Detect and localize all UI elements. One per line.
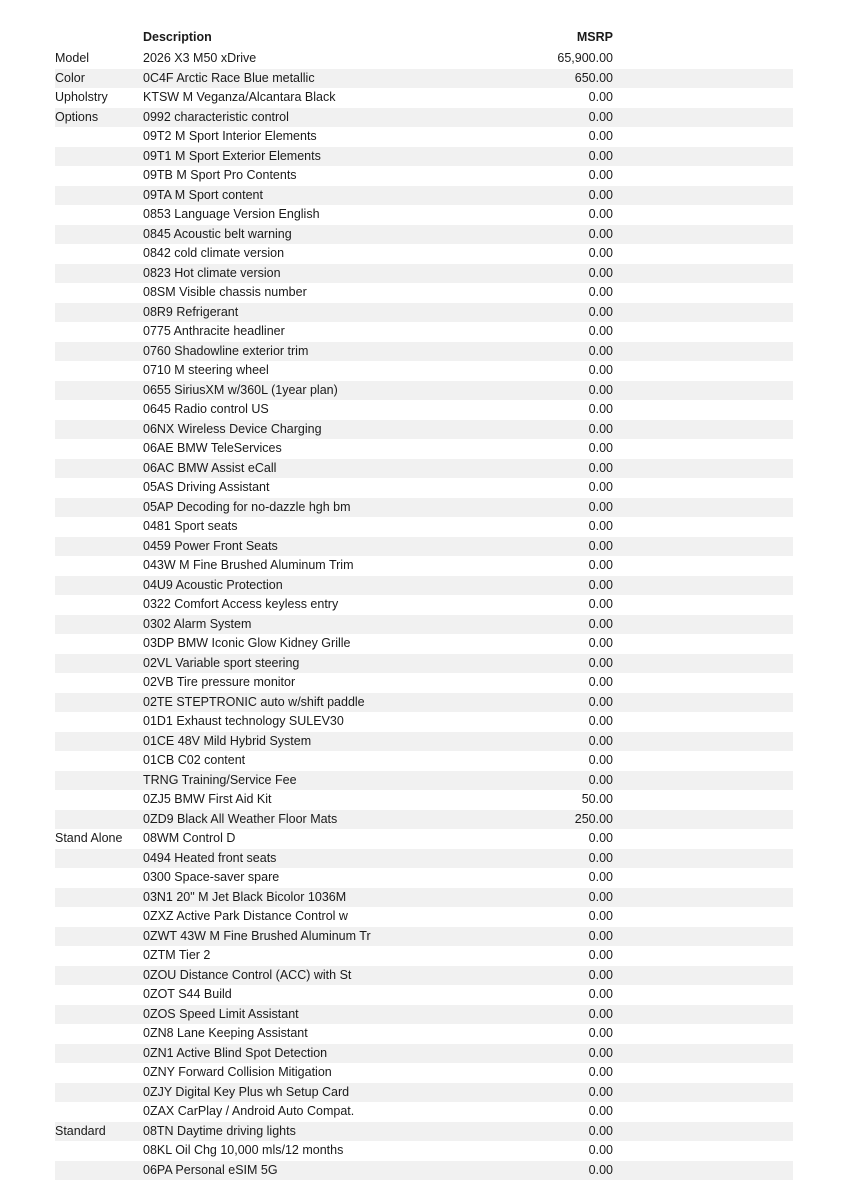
row-description: 0655 SiriusXM w/360L (1year plan) (143, 381, 473, 401)
row-group-label (55, 888, 143, 908)
row-pad (613, 244, 793, 264)
row-description: 0ZOS Speed Limit Assistant (143, 1005, 473, 1025)
row-description: 09TB M Sport Pro Contents (143, 168, 297, 182)
row-description: 0775 Anthracite headliner (143, 324, 285, 338)
row-description: 0494 Heated front seats (143, 849, 473, 869)
table-row (55, 829, 793, 849)
row-description: 02TE STEPTRONIC auto w/shift paddle (143, 693, 473, 713)
row-pad (613, 615, 793, 635)
row-group-label (55, 868, 143, 888)
row-pad (613, 303, 793, 323)
table-row (55, 595, 793, 615)
row-group-label (55, 1044, 143, 1064)
row-msrp: 0.00 (473, 771, 613, 791)
row-msrp: 0.00 (588, 441, 613, 455)
row-msrp: 0.00 (473, 654, 613, 674)
row-group-label (55, 1141, 143, 1161)
table-row (55, 946, 793, 966)
table-row (55, 400, 793, 420)
table-row (55, 985, 793, 1005)
row-description: 043W M Fine Brushed Aluminum Trim (143, 558, 354, 572)
table-row (55, 147, 793, 167)
row-group-label (55, 712, 143, 732)
table-row (55, 342, 793, 362)
table-row (55, 439, 793, 459)
table-row (55, 1044, 793, 1064)
row-pad (613, 88, 793, 108)
row-group-label (55, 283, 143, 303)
vehicle-spec-table (55, 28, 793, 1180)
column-header-msrp: MSRP (576, 30, 613, 44)
row-msrp: 0.00 (588, 909, 613, 923)
row-pad (613, 69, 793, 89)
row-pad (613, 654, 793, 674)
row-msrp: 0.00 (473, 966, 613, 986)
row-pad (613, 1005, 793, 1025)
row-msrp: 0.00 (588, 870, 613, 884)
row-pad (613, 790, 793, 810)
row-description: 0845 Acoustic belt warning (143, 225, 473, 245)
row-group-label (55, 985, 143, 1005)
column-header-group (55, 28, 143, 49)
row-msrp: 0.00 (473, 927, 613, 947)
row-group-label: Model (55, 51, 90, 65)
row-pad (613, 556, 793, 576)
row-group-label (55, 1161, 143, 1181)
table-row (55, 264, 793, 284)
row-msrp: 0.00 (588, 324, 613, 338)
row-group-label (55, 732, 143, 752)
row-pad (613, 1063, 793, 1083)
row-group-label (55, 537, 143, 557)
row-description: 0300 Space-saver spare (143, 870, 280, 884)
row-msrp: 0.00 (473, 615, 613, 635)
table-row (55, 810, 793, 830)
row-msrp: 0.00 (473, 108, 613, 128)
row-msrp: 0.00 (473, 186, 613, 206)
row-msrp: 0.00 (588, 714, 613, 728)
row-group-label (55, 615, 143, 635)
row-description: 2026 X3 M50 xDrive (143, 51, 257, 65)
row-msrp: 0.00 (588, 831, 613, 845)
row-description: 06NX Wireless Device Charging (143, 420, 473, 440)
table-row (55, 771, 793, 791)
row-group-label (55, 673, 143, 693)
row-description: 0823 Hot climate version (143, 264, 473, 284)
table-row (55, 1005, 793, 1025)
row-msrp: 0.00 (588, 948, 613, 962)
table-row (55, 615, 793, 635)
row-msrp: 0.00 (588, 1104, 613, 1118)
row-description: 02VB Tire pressure monitor (143, 675, 296, 689)
row-description: 0ZJY Digital Key Plus wh Setup Card (143, 1083, 473, 1103)
table-row (55, 166, 793, 186)
row-group-label (55, 556, 143, 576)
column-header-pad (613, 28, 793, 49)
row-group-label (55, 576, 143, 596)
row-pad (613, 49, 793, 69)
row-group-label (55, 342, 143, 362)
row-pad (613, 166, 793, 186)
row-description: 0760 Shadowline exterior trim (143, 342, 473, 362)
row-description: 05AP Decoding for no-dazzle hgh bm (143, 498, 473, 518)
row-group-label (55, 459, 143, 479)
row-description: 0ZOT S44 Build (143, 987, 232, 1001)
row-description: TRNG Training/Service Fee (143, 771, 473, 791)
row-description: 06AE BMW TeleServices (143, 441, 282, 455)
row-description: 08KL Oil Chg 10,000 mls/12 months (143, 1143, 344, 1157)
table-row (55, 732, 793, 752)
row-description: 06AC BMW Assist eCall (143, 459, 473, 479)
row-msrp: 0.00 (473, 888, 613, 908)
row-description: KTSW M Veganza/Alcantara Black (143, 90, 336, 104)
row-msrp: 0.00 (473, 1161, 613, 1181)
row-pad (613, 1083, 793, 1103)
row-group-label (55, 517, 143, 537)
row-group-label (55, 361, 143, 381)
row-group-label (55, 303, 143, 323)
table-row (55, 420, 793, 440)
table-header-row (55, 28, 793, 49)
row-pad (613, 127, 793, 147)
column-header-description: Description (143, 30, 212, 44)
row-group-label (55, 439, 143, 459)
row-pad (613, 1122, 793, 1142)
row-pad (613, 576, 793, 596)
row-description: 09T2 M Sport Interior Elements (143, 129, 317, 143)
table-row (55, 478, 793, 498)
row-msrp: 0.00 (473, 849, 613, 869)
table-row (55, 751, 793, 771)
row-group-label (55, 907, 143, 927)
row-msrp: 0.00 (588, 402, 613, 416)
row-pad (613, 634, 793, 654)
row-pad (613, 985, 793, 1005)
row-msrp: 50.00 (581, 792, 613, 806)
row-group-label (55, 400, 143, 420)
table-row (55, 381, 793, 401)
row-pad (613, 693, 793, 713)
row-msrp: 0.00 (473, 1083, 613, 1103)
row-description: 0ZN8 Lane Keeping Assistant (143, 1026, 308, 1040)
row-msrp: 0.00 (473, 576, 613, 596)
table-row (55, 459, 793, 479)
row-pad (613, 537, 793, 557)
row-msrp: 0.00 (473, 1005, 613, 1025)
row-pad (613, 946, 793, 966)
table-row (55, 108, 793, 128)
row-group-label (55, 946, 143, 966)
row-description: 0459 Power Front Seats (143, 537, 473, 557)
row-group-label (55, 420, 143, 440)
row-description: 0ZOU Distance Control (ACC) with St (143, 966, 473, 986)
row-group-label (55, 595, 143, 615)
table-row (55, 244, 793, 264)
row-pad (613, 420, 793, 440)
row-group-label (55, 1005, 143, 1025)
table-row (55, 205, 793, 225)
table-row (55, 576, 793, 596)
table-row (55, 693, 793, 713)
row-group-label (55, 751, 143, 771)
row-pad (613, 927, 793, 947)
row-pad (613, 147, 793, 167)
row-pad (613, 264, 793, 284)
row-group-label (55, 654, 143, 674)
row-group-label (55, 244, 143, 264)
table-row (55, 49, 793, 69)
row-pad (613, 283, 793, 303)
row-msrp: 0.00 (588, 90, 613, 104)
row-msrp: 0.00 (473, 1044, 613, 1064)
row-group-label: Options (55, 108, 143, 128)
row-pad (613, 361, 793, 381)
row-pad (613, 439, 793, 459)
row-pad (613, 1044, 793, 1064)
table-row (55, 634, 793, 654)
row-pad (613, 849, 793, 869)
table-row (55, 1083, 793, 1103)
row-msrp: 0.00 (473, 342, 613, 362)
table-row (55, 1161, 793, 1181)
table-row (55, 361, 793, 381)
row-group-label (55, 966, 143, 986)
row-msrp: 0.00 (588, 987, 613, 1001)
row-description: 0ZNY Forward Collision Mitigation (143, 1065, 332, 1079)
table-row (55, 673, 793, 693)
row-msrp: 0.00 (473, 693, 613, 713)
row-msrp: 0.00 (588, 480, 613, 494)
row-msrp: 0.00 (473, 264, 613, 284)
row-pad (613, 459, 793, 479)
row-msrp: 0.00 (473, 732, 613, 752)
row-description: 0645 Radio control US (143, 402, 269, 416)
row-description: 08SM Visible chassis number (143, 285, 307, 299)
row-description: 08R9 Refrigerant (143, 303, 473, 323)
row-pad (613, 225, 793, 245)
row-description: 0ZTM Tier 2 (143, 948, 211, 962)
row-group-label (55, 186, 143, 206)
row-msrp: 0.00 (588, 675, 613, 689)
row-msrp: 0.00 (473, 498, 613, 518)
table-row (55, 1102, 793, 1122)
row-msrp: 0.00 (588, 636, 613, 650)
table-row (55, 849, 793, 869)
row-group-label: Stand Alone (55, 831, 123, 845)
table-row (55, 868, 793, 888)
row-msrp: 0.00 (588, 558, 613, 572)
row-pad (613, 108, 793, 128)
row-description: 01D1 Exhaust technology SULEV30 (143, 714, 344, 728)
row-pad (613, 1141, 793, 1161)
row-group-label (55, 771, 143, 791)
row-msrp: 0.00 (473, 381, 613, 401)
row-pad (613, 966, 793, 986)
row-group-label (55, 166, 143, 186)
table-row (55, 498, 793, 518)
row-msrp: 0.00 (588, 363, 613, 377)
row-msrp: 0.00 (473, 537, 613, 557)
row-msrp: 0.00 (588, 246, 613, 260)
row-pad (613, 1024, 793, 1044)
row-group-label: Standard (55, 1122, 143, 1142)
row-group-label (55, 1063, 143, 1083)
table-header (55, 28, 793, 49)
table-row (55, 712, 793, 732)
table-row (55, 654, 793, 674)
row-description: 0C4F Arctic Race Blue metallic (143, 69, 473, 89)
row-msrp: 0.00 (473, 225, 613, 245)
row-pad (613, 810, 793, 830)
row-group-label (55, 849, 143, 869)
row-pad (613, 342, 793, 362)
row-description: 0ZJ5 BMW First Aid Kit (143, 792, 272, 806)
table-row (55, 927, 793, 947)
row-group-label (55, 225, 143, 245)
table-row (55, 537, 793, 557)
row-msrp: 0.00 (588, 519, 613, 533)
row-description: 09TA M Sport content (143, 186, 473, 206)
table-row (55, 1024, 793, 1044)
row-description: 09T1 M Sport Exterior Elements (143, 147, 473, 167)
row-description: 0ZWT 43W M Fine Brushed Aluminum Tr (143, 927, 473, 947)
row-pad (613, 322, 793, 342)
row-group-label (55, 264, 143, 284)
row-description: 03DP BMW Iconic Glow Kidney Grille (143, 636, 351, 650)
table-row (55, 1063, 793, 1083)
row-msrp: 0.00 (473, 1122, 613, 1142)
row-msrp: 0.00 (588, 285, 613, 299)
table-body (55, 49, 793, 1180)
row-description: 03N1 20" M Jet Black Bicolor 1036M (143, 888, 473, 908)
row-msrp: 0.00 (473, 420, 613, 440)
row-group-label (55, 790, 143, 810)
row-msrp: 0.00 (588, 207, 613, 221)
row-pad (613, 478, 793, 498)
row-msrp: 0.00 (588, 129, 613, 143)
row-msrp: 0.00 (473, 147, 613, 167)
table-row (55, 966, 793, 986)
row-pad (613, 205, 793, 225)
row-group-label (55, 1024, 143, 1044)
table-row (55, 556, 793, 576)
row-pad (613, 751, 793, 771)
row-pad (613, 907, 793, 927)
row-pad (613, 712, 793, 732)
table-row (55, 186, 793, 206)
table-row (55, 888, 793, 908)
row-description: 0842 cold climate version (143, 246, 285, 260)
table-row (55, 283, 793, 303)
row-pad (613, 888, 793, 908)
row-description: 0992 characteristic control (143, 108, 473, 128)
row-description: 05AS Driving Assistant (143, 480, 270, 494)
row-description: 0710 M steering wheel (143, 363, 269, 377)
row-pad (613, 1102, 793, 1122)
row-group-label (55, 147, 143, 167)
row-group-label (55, 810, 143, 830)
table-row (55, 303, 793, 323)
table-row (55, 790, 793, 810)
row-pad (613, 673, 793, 693)
table-row (55, 322, 793, 342)
row-group-label: Upholstry (55, 90, 108, 104)
row-group-label (55, 634, 143, 654)
row-description: 0ZAX CarPlay / Android Auto Compat. (143, 1104, 355, 1118)
table-row (55, 1141, 793, 1161)
row-pad (613, 829, 793, 849)
row-msrp: 65,900.00 (557, 51, 613, 65)
row-description: 02VL Variable sport steering (143, 654, 473, 674)
row-msrp: 650.00 (473, 69, 613, 89)
row-msrp: 0.00 (473, 459, 613, 479)
row-description: 08WM Control D (143, 831, 236, 845)
row-msrp: 0.00 (588, 1026, 613, 1040)
row-pad (613, 732, 793, 752)
row-msrp: 0.00 (473, 303, 613, 323)
row-group-label (55, 693, 143, 713)
row-pad (613, 1161, 793, 1181)
row-group-label (55, 927, 143, 947)
row-pad (613, 186, 793, 206)
row-pad (613, 517, 793, 537)
row-msrp: 250.00 (473, 810, 613, 830)
row-group-label (55, 322, 143, 342)
row-pad (613, 595, 793, 615)
row-description: 06PA Personal eSIM 5G (143, 1161, 473, 1181)
row-group-label (55, 381, 143, 401)
row-description: 0322 Comfort Access keyless entry (143, 597, 339, 611)
row-msrp: 0.00 (588, 168, 613, 182)
table-row (55, 517, 793, 537)
row-description: 0853 Language Version English (143, 207, 320, 221)
row-description: 0302 Alarm System (143, 615, 473, 635)
row-msrp: 0.00 (588, 597, 613, 611)
row-pad (613, 771, 793, 791)
row-group-label: Color (55, 69, 143, 89)
row-description: 0ZD9 Black All Weather Floor Mats (143, 810, 473, 830)
table-row (55, 907, 793, 927)
row-pad (613, 868, 793, 888)
row-pad (613, 400, 793, 420)
row-group-label (55, 478, 143, 498)
table-row (55, 69, 793, 89)
row-msrp: 0.00 (588, 1065, 613, 1079)
row-group-label (55, 1083, 143, 1103)
row-description: 01CE 48V Mild Hybrid System (143, 732, 473, 752)
row-description: 04U9 Acoustic Protection (143, 576, 473, 596)
row-msrp: 0.00 (588, 753, 613, 767)
row-pad (613, 381, 793, 401)
table-row (55, 88, 793, 108)
row-group-label (55, 498, 143, 518)
row-description: 0481 Sport seats (143, 519, 238, 533)
row-pad (613, 498, 793, 518)
table-row (55, 127, 793, 147)
table-row (55, 1122, 793, 1142)
row-group-label (55, 1102, 143, 1122)
row-description: 0ZN1 Active Blind Spot Detection (143, 1044, 473, 1064)
row-description: 01CB C02 content (143, 753, 246, 767)
row-description: 0ZXZ Active Park Distance Control w (143, 909, 348, 923)
row-description: 08TN Daytime driving lights (143, 1122, 473, 1142)
row-group-label (55, 127, 143, 147)
row-group-label (55, 205, 143, 225)
row-msrp: 0.00 (588, 1143, 613, 1157)
table-row (55, 225, 793, 245)
